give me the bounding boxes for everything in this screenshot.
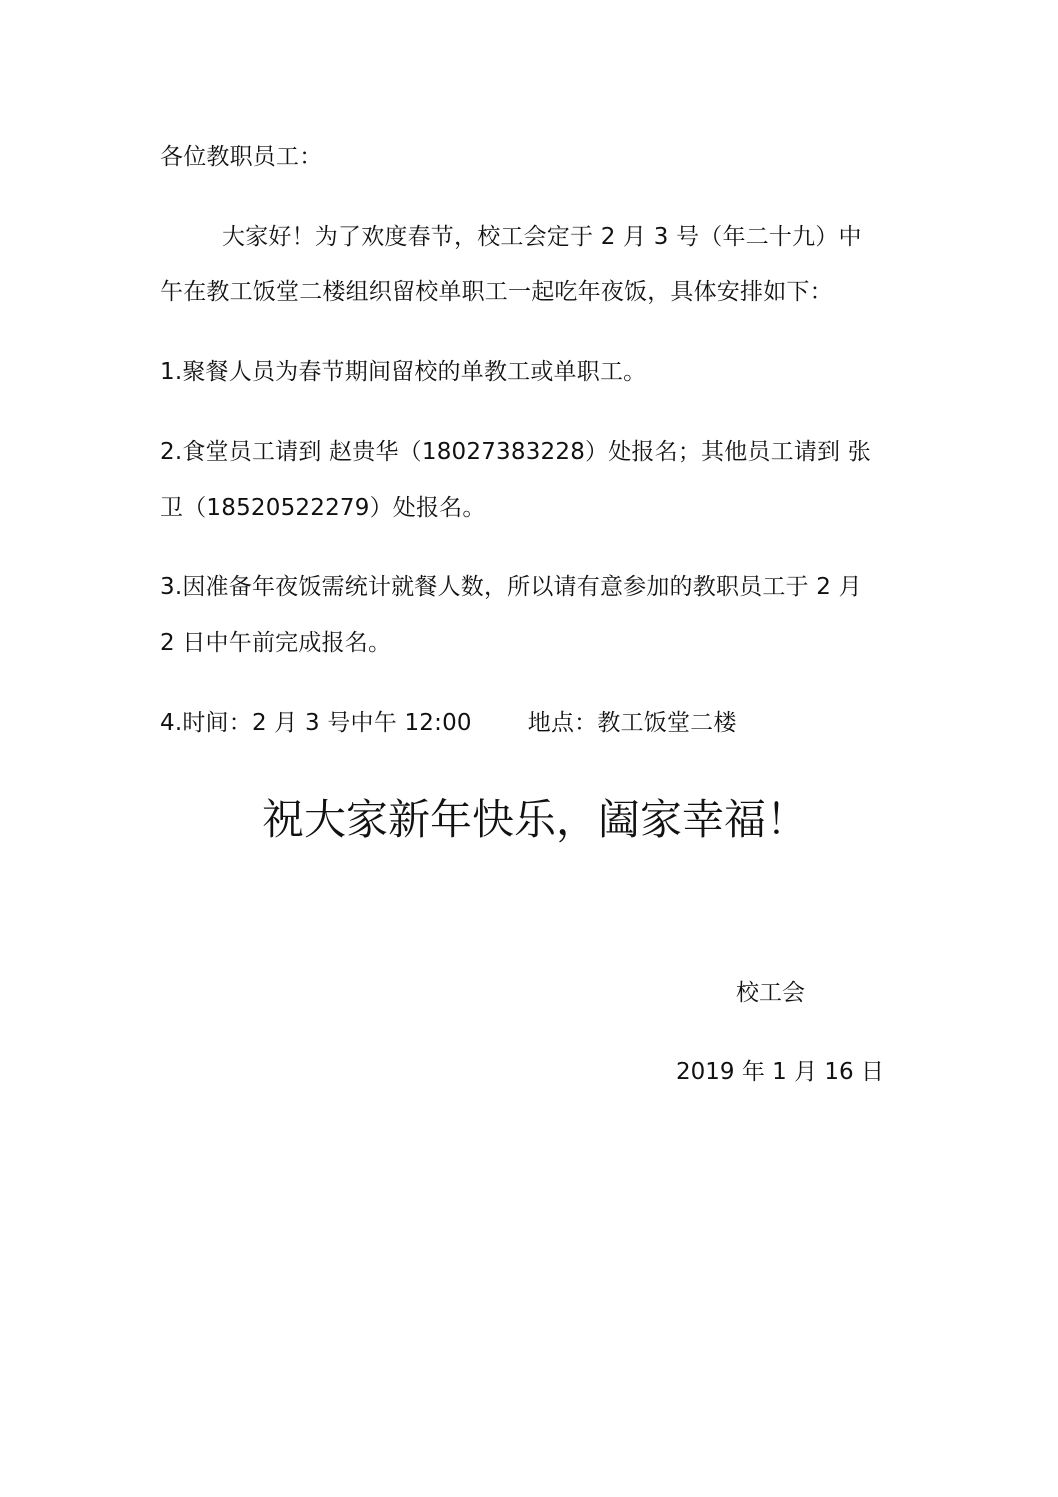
event-place: 地点：教工饭堂二楼 xyxy=(527,710,737,736)
intro-paragraph-line-1: 大家好！为了欢度春节，校工会定于 2 月 3 号（年二十九）中 xyxy=(222,224,862,250)
arrangement-item-2-line-1: 2.食堂员工请到 赵贵华（18027383228）处报名；其他员工请到 张 xyxy=(160,439,871,465)
new-year-blessing: 祝大家新年快乐，阖家幸福！ xyxy=(261,795,808,844)
arrangement-item-3-line-1: 3.因准备年夜饭需统计就餐人数，所以请有意参加的教职员工于 2 月 xyxy=(160,574,862,600)
greeting: 各位教职员工： xyxy=(160,144,323,170)
signature-organization: 校工会 xyxy=(736,980,805,1006)
arrangement-item-2-line-2: 卫（18520522279）处报名。 xyxy=(160,495,486,521)
arrangement-item-4 xyxy=(160,708,737,738)
arrangement-item-3-line-2: 2 日中午前完成报名。 xyxy=(160,630,392,656)
signature-date: 2019 年 1 月 16 日 xyxy=(676,1059,884,1085)
intro-paragraph-line-2: 午在教工饭堂二楼组织留校单职工一起吃年夜饭，具体安排如下： xyxy=(160,279,833,305)
arrangement-item-1: 1.聚餐人员为春节期间留校的单教工或单职工。 xyxy=(160,359,647,385)
event-time: 4.时间：2 月 3 号中午 12:00 xyxy=(160,710,472,736)
